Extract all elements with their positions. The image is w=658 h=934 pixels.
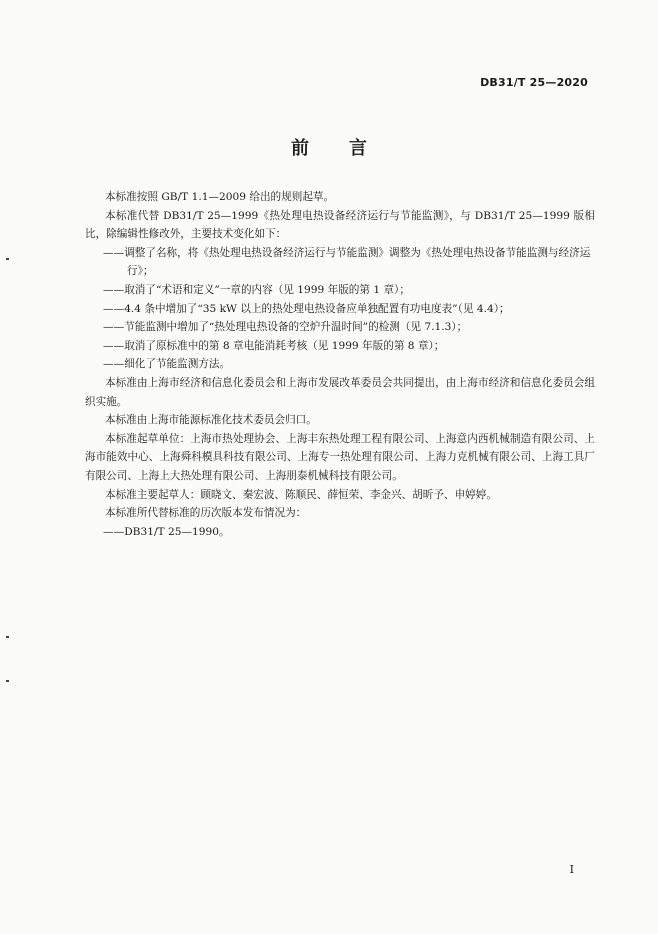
history-item: ——DB31/T 25—1990。 [103, 525, 230, 538]
change-item-meter: ——4.4 条中增加了“35 kW 以上的热处理电热设备应单独配置有功电度表”（见 4.4）； [103, 302, 510, 315]
scan-margin-mark [6, 258, 9, 260]
paragraph-replacement: 本标准代替 DB31/T 25—1999《热处理电热设备经济运行与节能监测》，与 DB31/T 25—1999 版相比，除编辑性修改外，主要技术变化如下： [85, 209, 595, 241]
standard-code: DB31/T 25—2020 [480, 76, 588, 89]
scan-margin-mark [6, 636, 9, 638]
page-number: I [569, 863, 574, 876]
title-char-1: 前 [291, 138, 309, 159]
paragraph-committee: 本标准由上海市能源标准化技术委员会归口。 [105, 414, 317, 427]
change-item-chapter8: ——取消了原标准中的第 8 章电能消耗考核（见 1999 年版的第 8 章）； [103, 339, 445, 352]
change-item-rename: ——调整了名称，将《热处理电热设备经济运行与节能监测》调整为《热处理电热设备节能监测与经济运行》； [103, 246, 591, 278]
paragraph-drafting-rules: 本标准按照 GB/T 1.1—2009 给出的规则起草。 [105, 191, 335, 203]
change-item-methods: ——细化了节能监测方法。 [103, 358, 231, 371]
scan-margin-mark [6, 680, 9, 682]
paragraph-drafting-units: 本标准起草单位：上海市热处理协会、上海丰东热处理工程有限公司、上海意内西机械制造有限公司、上海市能效中心、上海舜科模具科技有限公司、上海专一热处理有限公司、上海力克机械有限公司、上海工具厂有限公司、上海上大热处理有限公司、上海朋泰机械科技有限公司。 [85, 432, 595, 482]
title-char-2: 言 [349, 138, 367, 159]
page-title [0, 134, 658, 160]
foreword-body [85, 188, 595, 541]
paragraph-drafters: 本标准主要起草人：顾晓文、秦宏波、陈顺民、薛恒荣、李金兴、胡昕予、申婷婷。 [105, 488, 497, 501]
paragraph-history: 本标准所代替标准的历次版本发布情况为： [105, 507, 307, 520]
change-item-terms: ——取消了“术语和定义”一章的内容（见 1999 年版的第 1 章）； [103, 283, 410, 296]
change-item-heating-time: ——节能监测中增加了“热处理电热设备的空炉升温时间”的检测（见 7.1.3）； [103, 321, 468, 334]
paragraph-proposer: 本标准由上海市经济和信息化委员会和上海市发展改革委员会共同提出，由上海市经济和信息化委员会组织实施。 [85, 376, 595, 408]
